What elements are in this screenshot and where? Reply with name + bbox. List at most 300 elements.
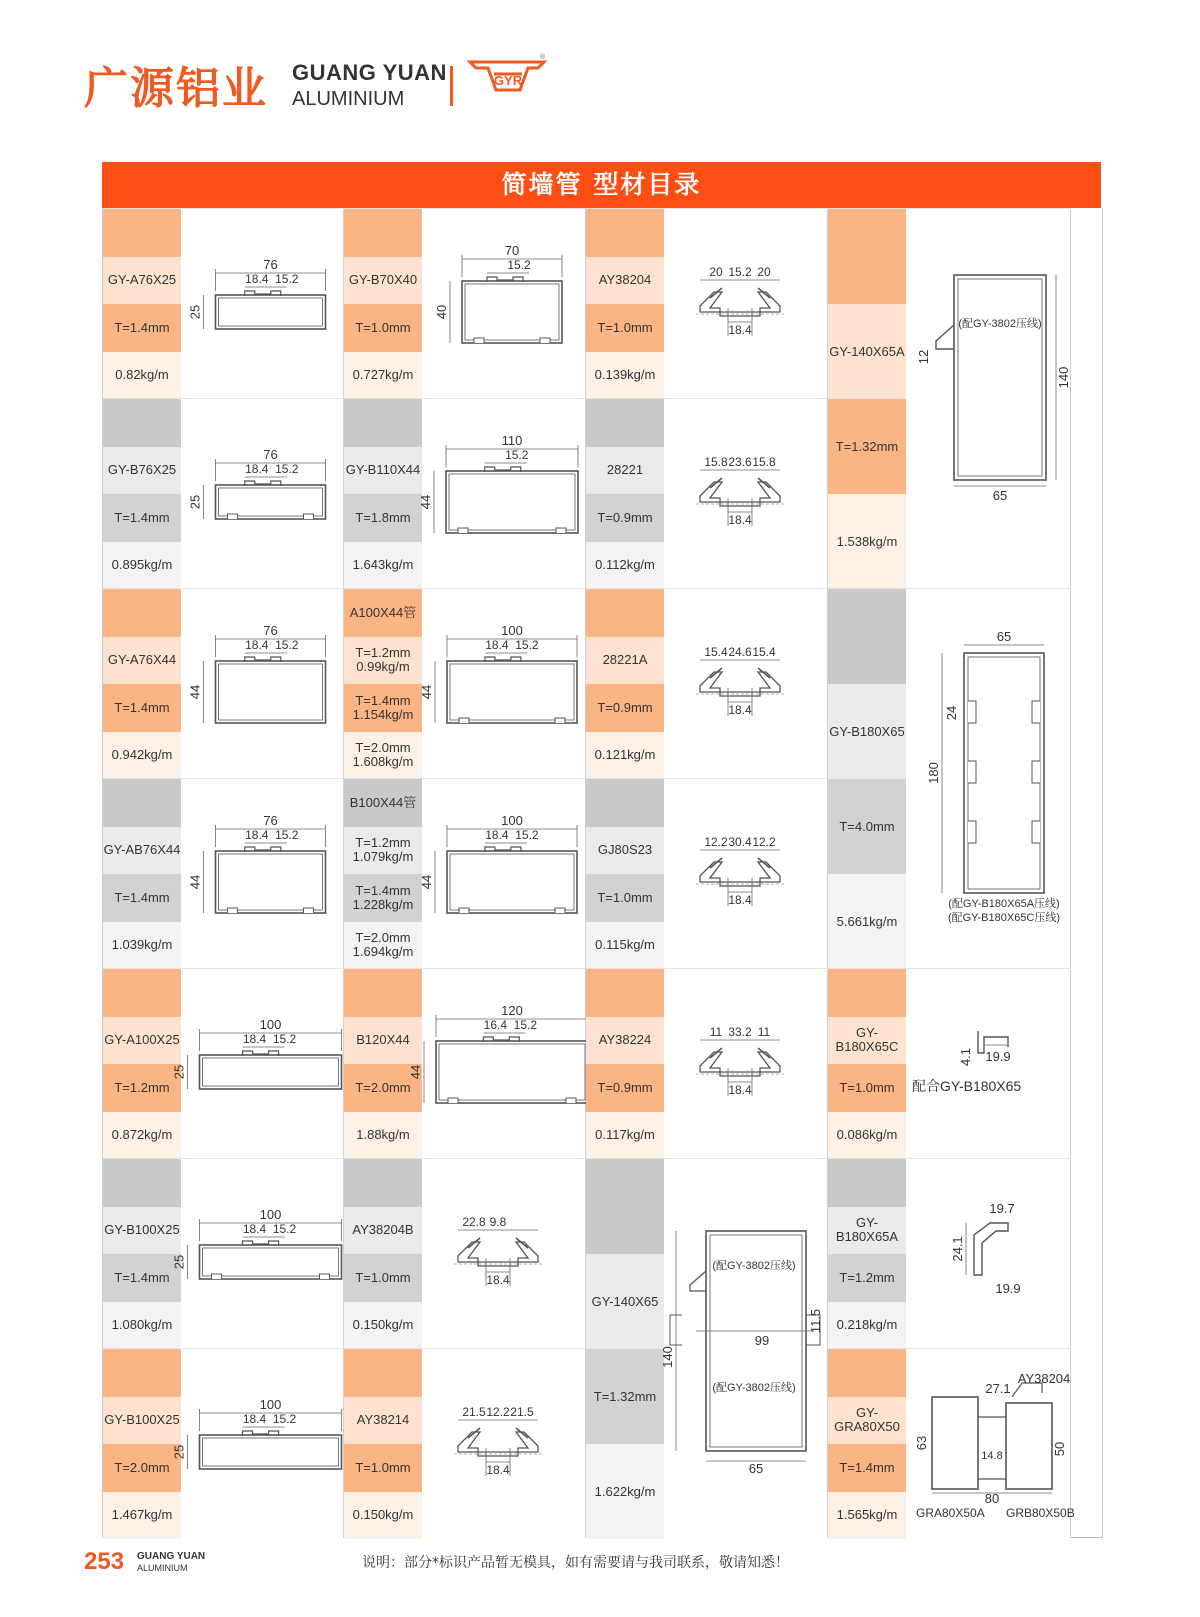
profile-weight bbox=[344, 1112, 422, 1160]
logo-text: GYR bbox=[493, 73, 523, 88]
profile-series-band bbox=[586, 589, 664, 637]
profile-drawing bbox=[664, 399, 828, 589]
profile-thickness-text: T=0.9mm bbox=[597, 699, 653, 715]
profile-thickness-text: T=1.0mm bbox=[355, 1459, 411, 1475]
profile-series-band bbox=[828, 209, 906, 304]
dimension-label: 15.2 bbox=[272, 1032, 297, 1046]
dimension-label: 18.4 bbox=[245, 638, 269, 652]
profile-weight-text: 1.538kg/m bbox=[836, 533, 898, 549]
profile-thickness-text: T=1.4mm bbox=[114, 1269, 170, 1285]
profile-weight bbox=[586, 1444, 664, 1539]
profile-drawing bbox=[906, 1159, 1071, 1349]
dimension-label: 15.2 bbox=[272, 1222, 297, 1236]
dimension-label: 12.2 bbox=[704, 835, 728, 849]
brand-name-en: GUANG YUAN bbox=[292, 60, 447, 85]
dimension-label: 15.2 bbox=[515, 638, 539, 652]
dimension-label: 25 bbox=[187, 304, 203, 320]
profile-weight bbox=[103, 922, 181, 970]
profile-series-band bbox=[103, 1349, 181, 1397]
dimension-label: 19.9 bbox=[995, 1281, 1021, 1296]
footer-brand: GUANG YUAN bbox=[137, 1551, 206, 1562]
profile-code bbox=[344, 1017, 422, 1065]
dimension-label: 20 bbox=[757, 265, 771, 279]
profile-thickness bbox=[103, 1444, 181, 1492]
dimension-label: 44 bbox=[187, 874, 203, 890]
profile-weight bbox=[103, 542, 181, 590]
profile-weight bbox=[103, 1492, 181, 1540]
profile-thickness bbox=[344, 684, 422, 732]
profile-weight-text: 0.150kg/m bbox=[352, 1317, 414, 1333]
profile-weight-text: 0.121kg/m bbox=[594, 747, 656, 763]
profile-code-text: GY-B76X25 bbox=[107, 462, 177, 478]
dimension-label: 25 bbox=[171, 1254, 187, 1270]
dimension-label: 21.5 bbox=[462, 1405, 486, 1419]
profile-card bbox=[828, 968, 1071, 1158]
profile-code bbox=[586, 637, 664, 685]
profile-card bbox=[103, 1348, 344, 1538]
profile-weight bbox=[586, 922, 664, 970]
brand-name-cn: 广源铝业 bbox=[84, 63, 268, 114]
profile-thickness bbox=[586, 1349, 664, 1444]
profile-weight-text: 0.112kg/m bbox=[595, 557, 655, 573]
profile-thickness-text: T=1.4mm bbox=[114, 889, 170, 905]
profile-drawing bbox=[664, 209, 828, 399]
profile-weight bbox=[828, 1492, 906, 1540]
profile-series-band bbox=[344, 779, 422, 827]
profile-thickness bbox=[103, 874, 181, 922]
dimension-label: 12.2 bbox=[486, 1405, 510, 1419]
profile-weight-text: 0.727kg/m bbox=[352, 367, 414, 383]
dimension-label: 44 bbox=[419, 684, 434, 700]
profile-thickness-text: T=1.0mm bbox=[355, 319, 411, 335]
profile-card bbox=[103, 778, 344, 968]
profile-thickness bbox=[828, 1444, 906, 1492]
dimension-label: 18.4 bbox=[486, 1463, 510, 1477]
profile-code bbox=[103, 827, 181, 875]
dimension-label: 44 bbox=[187, 684, 203, 700]
profile-weight bbox=[344, 1302, 422, 1350]
profile-card bbox=[586, 398, 828, 588]
dimension-label: 65 bbox=[992, 488, 1008, 503]
profile-card bbox=[103, 398, 344, 588]
profile-card bbox=[586, 588, 828, 778]
profile-drawing bbox=[664, 969, 828, 1159]
profile-code bbox=[586, 1017, 664, 1065]
profile-thickness bbox=[103, 494, 181, 542]
profile-series-band bbox=[828, 969, 906, 1017]
dimension-label: 15.8 bbox=[704, 455, 728, 469]
profile-card bbox=[828, 588, 1071, 968]
profile-weight bbox=[103, 352, 181, 400]
profile-drawing bbox=[419, 589, 586, 779]
page-header bbox=[0, 0, 1200, 150]
footer-brand-sub: ALUMINIUM bbox=[137, 1563, 188, 1573]
dimension-label: 18.4 bbox=[728, 1083, 752, 1097]
dimension-label: 76 bbox=[263, 623, 278, 638]
profile-thickness bbox=[103, 1064, 181, 1112]
profile-code-text: GY-B180X65C bbox=[835, 1025, 899, 1055]
profile-card bbox=[344, 1158, 586, 1348]
profile-card bbox=[344, 1348, 586, 1538]
profile-thickness bbox=[586, 1064, 664, 1112]
profile-code bbox=[586, 827, 664, 875]
dimension-label: 4.1 bbox=[958, 1047, 973, 1067]
profile-thickness bbox=[344, 1254, 422, 1302]
dimension-label: 140 bbox=[1056, 366, 1071, 389]
dimension-label: 76 bbox=[263, 257, 278, 272]
profile-thickness bbox=[344, 494, 422, 542]
profile-thickness bbox=[344, 874, 422, 922]
profile-weight-text: 1.039kg/m bbox=[111, 937, 173, 953]
profile-card bbox=[828, 1348, 1075, 1538]
profile-drawing bbox=[419, 779, 586, 969]
profile-series-band bbox=[586, 779, 664, 827]
page-footer bbox=[0, 1540, 1200, 1617]
dimension-label: 100 bbox=[501, 623, 523, 638]
dimension-label: 15.2 bbox=[272, 1412, 297, 1426]
profile-drawing bbox=[906, 589, 1071, 969]
dimension-label: 18.4 bbox=[242, 1032, 267, 1046]
dimension-label: (配GY-B180X65A压线) bbox=[948, 898, 1060, 910]
footer-note: 说明：部分*标识产品暂无模具，如有需要请与我司联系，敬请知悉！ bbox=[362, 1555, 789, 1571]
profile-drawing bbox=[664, 779, 828, 969]
dimension-label: 18.4 bbox=[245, 272, 269, 286]
profile-code bbox=[828, 684, 906, 779]
dimension-label: 18.4 bbox=[728, 893, 752, 907]
dimension-label: 15.8 bbox=[752, 455, 776, 469]
dimension-label: 16.4 bbox=[483, 1018, 508, 1032]
profile-thickness bbox=[344, 304, 422, 352]
dimension-label: 80 bbox=[984, 1491, 1000, 1506]
profile-card bbox=[103, 1158, 344, 1348]
profile-code-text: GY-B110X44 bbox=[345, 462, 421, 478]
profile-code bbox=[103, 257, 181, 305]
profile-code-text: GY-AB76X44 bbox=[103, 842, 181, 858]
dimension-label: 180 bbox=[926, 762, 941, 784]
brand-subtitle-en: ALUMINIUM bbox=[292, 88, 405, 110]
profile-code bbox=[344, 1397, 422, 1445]
dimension-label: 25 bbox=[187, 494, 203, 510]
profile-card bbox=[586, 1158, 828, 1538]
profile-code-text: GY-A76X44 bbox=[107, 652, 177, 668]
dimension-label: 33.2 bbox=[728, 1025, 752, 1039]
profile-thickness bbox=[103, 1254, 181, 1302]
profile-weight-text: 0.872kg/m bbox=[111, 1127, 173, 1143]
profile-weight-text: 0.117kg/m bbox=[595, 1127, 655, 1143]
profile-weight-text: 1.643kg/m bbox=[352, 557, 414, 573]
profile-series-band bbox=[344, 209, 422, 257]
profile-weight-text: 1.88kg/m bbox=[356, 1127, 410, 1143]
profile-weight-text: 0.086kg/m bbox=[836, 1127, 898, 1143]
dimension-label: 15.2 bbox=[507, 258, 531, 272]
profile-drawing bbox=[664, 589, 828, 779]
profile-code-text: 28221A bbox=[602, 652, 648, 668]
profile-weight-text: 0.82kg/m bbox=[115, 367, 169, 383]
dimension-label: 100 bbox=[259, 1017, 282, 1032]
dimension-label: GRB80X50B bbox=[1006, 1506, 1075, 1520]
dimension-label: 22.8 bbox=[462, 1215, 486, 1229]
profile-thickness bbox=[586, 684, 664, 732]
profile-thickness-text: T=4.0mm bbox=[839, 818, 895, 834]
profile-drawing bbox=[181, 779, 344, 969]
dimension-label: 15.4 bbox=[704, 645, 728, 659]
dimension-label: (配GY-3802压线) bbox=[712, 1382, 796, 1394]
profile-drawing bbox=[181, 589, 344, 779]
dimension-label: 65 bbox=[996, 629, 1012, 644]
dimension-label: 18.4 bbox=[728, 323, 752, 337]
dimension-label: 11 bbox=[757, 1025, 771, 1039]
profile-weight bbox=[103, 1112, 181, 1160]
profile-card bbox=[103, 588, 344, 778]
profile-card bbox=[344, 208, 586, 398]
profile-card bbox=[344, 968, 586, 1158]
profile-card bbox=[344, 778, 586, 968]
profile-series-band bbox=[103, 969, 181, 1017]
profile-code bbox=[344, 447, 422, 495]
profile-code bbox=[586, 257, 664, 305]
profile-code-text: GY-B100X25 bbox=[104, 1412, 180, 1428]
dimension-label: 14.8 bbox=[981, 1450, 1003, 1462]
profile-thickness-text: T=1.8mm bbox=[355, 509, 411, 525]
dimension-label: 15.2 bbox=[275, 272, 299, 286]
profile-code bbox=[344, 257, 422, 305]
profile-series-band bbox=[103, 589, 181, 637]
profile-weight-text: T=2.0mm 1.608kg/m bbox=[352, 740, 414, 770]
profile-thickness-text: T=0.9mm bbox=[597, 509, 653, 525]
profile-code bbox=[103, 447, 181, 495]
dimension-label: 30.4 bbox=[728, 835, 752, 849]
profile-code-text: GY-A100X25 bbox=[104, 1032, 180, 1048]
dimension-label: 15.2 bbox=[275, 638, 299, 652]
profile-code-text: AY38214 bbox=[356, 1412, 410, 1428]
profile-weight-text: 1.467kg/m bbox=[111, 1507, 173, 1523]
dimension-label: 25 bbox=[171, 1064, 187, 1080]
profile-code bbox=[344, 637, 422, 685]
profile-series-band bbox=[828, 1349, 906, 1397]
profile-weight bbox=[344, 1492, 422, 1540]
profile-drawing bbox=[906, 1349, 1075, 1539]
profile-weight-text: 0.139kg/m bbox=[594, 367, 656, 383]
profile-weight bbox=[103, 1302, 181, 1350]
dimension-label: 18.4 bbox=[728, 513, 752, 527]
dimension-label: 24 bbox=[944, 705, 959, 721]
profile-series-band-text: A100X44管 bbox=[349, 604, 417, 620]
profile-thickness bbox=[586, 494, 664, 542]
dimension-label: 11 bbox=[709, 1025, 723, 1039]
profile-code bbox=[103, 1207, 181, 1255]
profile-drawing bbox=[906, 969, 1071, 1159]
catalog-banner: 简墙管 型材目录 bbox=[102, 162, 1101, 208]
profile-thickness bbox=[828, 779, 906, 874]
dimension-label: 18.4 bbox=[486, 1273, 510, 1287]
profile-code-text: GY-A76X25 bbox=[107, 272, 177, 288]
profile-card bbox=[828, 208, 1071, 588]
page-number: 253 bbox=[84, 1548, 125, 1575]
profile-thickness-text: T=2.0mm bbox=[114, 1459, 170, 1475]
profile-series-band bbox=[103, 779, 181, 827]
profile-code bbox=[103, 1017, 181, 1065]
dimension-label: 23.6 bbox=[728, 455, 752, 469]
profile-thickness bbox=[828, 1254, 906, 1302]
profile-weight bbox=[586, 732, 664, 780]
profile-card bbox=[103, 968, 344, 1158]
dimension-label: 27.1 bbox=[985, 1381, 1011, 1396]
dimension-label: 15.2 bbox=[275, 462, 299, 476]
profile-thickness bbox=[828, 1064, 906, 1112]
dimension-label: 76 bbox=[263, 813, 278, 828]
dimension-label: 100 bbox=[259, 1207, 282, 1222]
profile-thickness bbox=[586, 874, 664, 922]
dimension-label: 15.2 bbox=[728, 265, 752, 279]
profile-drawing bbox=[422, 209, 586, 399]
profile-code bbox=[103, 637, 181, 685]
dimension-label: 44 bbox=[419, 874, 434, 890]
profile-code-text: AY38204B bbox=[352, 1222, 414, 1238]
profile-code bbox=[103, 1397, 181, 1445]
profile-drawing bbox=[422, 1349, 586, 1539]
profile-thickness bbox=[828, 399, 906, 494]
profile-weight bbox=[586, 1112, 664, 1160]
profile-thickness-text: T=1.0mm bbox=[839, 1079, 895, 1095]
dimension-label: 25 bbox=[171, 1444, 187, 1460]
profile-series-band-text: B100X44管 bbox=[349, 794, 417, 810]
dimension-label: 44 bbox=[418, 494, 433, 510]
dimension-label: 15.4 bbox=[752, 645, 776, 659]
profile-thickness-text: T=1.32mm bbox=[593, 1388, 657, 1404]
profile-thickness-text: T=1.0mm bbox=[597, 319, 653, 335]
profile-thickness-text: T=1.4mm bbox=[114, 319, 170, 335]
profile-drawing bbox=[181, 209, 344, 399]
profile-code-text: GY-B100X25 bbox=[104, 1222, 180, 1238]
profile-code bbox=[828, 1207, 906, 1255]
profile-drawing bbox=[171, 1349, 344, 1539]
profile-code-text: B120X44 bbox=[356, 1032, 410, 1048]
profile-drawing bbox=[418, 399, 586, 589]
profile-drawing bbox=[422, 1159, 586, 1349]
profile-code bbox=[344, 827, 422, 875]
profile-code-text: GY-140X65 bbox=[591, 1293, 659, 1309]
profile-code-text: 28221 bbox=[606, 462, 644, 478]
profile-code bbox=[828, 1397, 906, 1445]
profile-thickness-text: T=1.32mm bbox=[835, 438, 899, 454]
profile-series-band bbox=[344, 969, 422, 1017]
dimension-label: 15.2 bbox=[275, 828, 299, 842]
profile-thickness-text: T=1.4mm 1.228kg/m bbox=[352, 882, 414, 912]
dimension-label: 18.4 bbox=[485, 638, 509, 652]
dimension-label: 24.6 bbox=[728, 645, 752, 659]
profile-weight bbox=[828, 1302, 906, 1350]
dimension-label: 140 bbox=[660, 1346, 675, 1368]
dimension-label: 70 bbox=[504, 243, 520, 258]
profile-weight bbox=[828, 874, 906, 969]
profile-code-text: GY-B180X65A bbox=[835, 1215, 899, 1245]
dimension-label: 19.7 bbox=[989, 1201, 1015, 1216]
profile-thickness bbox=[344, 1444, 422, 1492]
profile-series-band bbox=[586, 209, 664, 257]
profile-card bbox=[344, 588, 586, 778]
profile-drawing bbox=[408, 969, 586, 1159]
profile-code bbox=[586, 447, 664, 495]
profile-thickness-text: T=1.0mm bbox=[355, 1269, 411, 1285]
profile-code-text: T=1.2mm 1.079kg/m bbox=[352, 835, 414, 865]
brand-divider bbox=[450, 66, 453, 106]
profile-drawing bbox=[171, 1159, 344, 1349]
dimension-label: 配合GY-B180X65 bbox=[912, 1078, 1022, 1094]
profile-weight bbox=[344, 922, 422, 970]
profile-card bbox=[586, 778, 828, 968]
dimension-label: 110 bbox=[501, 433, 523, 448]
profile-series-band bbox=[103, 209, 181, 257]
profile-code-text: GJ80S23 bbox=[597, 842, 653, 858]
profile-thickness-text: T=1.4mm 1.154kg/m bbox=[352, 692, 414, 722]
profile-series-band bbox=[103, 399, 181, 447]
profile-card bbox=[103, 208, 344, 398]
profile-series-band bbox=[344, 1159, 422, 1207]
dimension-label: 18.4 bbox=[242, 1222, 267, 1236]
profile-weight-text: 1.565kg/m bbox=[836, 1507, 898, 1523]
profile-weight-text: 0.895kg/m bbox=[111, 557, 173, 573]
profile-thickness-text: T=1.2mm bbox=[114, 1079, 170, 1095]
profile-card bbox=[586, 968, 828, 1158]
dimension-label: 24.1 bbox=[950, 1236, 965, 1262]
dimension-label: 18.4 bbox=[245, 828, 269, 842]
profile-thickness-text: T=0.9mm bbox=[597, 1079, 653, 1095]
dimension-label: (配GY-3802压线) bbox=[958, 318, 1042, 330]
profile-drawing bbox=[906, 209, 1071, 589]
dimension-label: 100 bbox=[501, 813, 523, 828]
dimension-label: 18.4 bbox=[728, 703, 752, 717]
profile-series-band bbox=[344, 1349, 422, 1397]
profile-code-text: AY38224 bbox=[598, 1032, 652, 1048]
dimension-label: 99 bbox=[754, 1333, 770, 1348]
profile-thickness-text: T=1.4mm bbox=[839, 1459, 895, 1475]
profile-weight bbox=[344, 732, 422, 780]
svg-text:®: ® bbox=[540, 54, 546, 61]
dimension-label: (配GY-B180X65C压线) bbox=[947, 912, 1061, 924]
dimension-label: 120 bbox=[501, 1003, 523, 1018]
profile-weight bbox=[586, 542, 664, 590]
profile-card bbox=[586, 208, 828, 398]
profile-code-text: GY-GRA80X50 bbox=[834, 1405, 900, 1435]
profile-card bbox=[828, 1158, 1071, 1348]
profile-weight-text: 0.218kg/m bbox=[836, 1317, 898, 1333]
profile-series-band bbox=[586, 969, 664, 1017]
dimension-label: 50 bbox=[1052, 1441, 1067, 1457]
dimension-label: 11.5 bbox=[808, 1308, 823, 1334]
profile-drawing bbox=[660, 1159, 828, 1539]
dimension-label: 9.8 bbox=[489, 1215, 507, 1229]
profile-series-band bbox=[586, 1159, 664, 1254]
dimension-label: 100 bbox=[259, 1397, 282, 1412]
dimension-label: 18.4 bbox=[485, 828, 509, 842]
profile-weight-text: 1.622kg/m bbox=[594, 1483, 656, 1499]
profile-drawing bbox=[171, 969, 344, 1159]
profile-code-text: GY-140X65A bbox=[829, 343, 905, 359]
profile-thickness-text: T=1.2mm bbox=[839, 1269, 895, 1285]
dimension-label: 20 bbox=[709, 265, 723, 279]
profile-drawing bbox=[181, 399, 344, 589]
profile-weight bbox=[586, 352, 664, 400]
profile-weight bbox=[344, 542, 422, 590]
profile-weight-text: 0.150kg/m bbox=[352, 1507, 414, 1523]
profile-thickness bbox=[586, 304, 664, 352]
profile-code bbox=[828, 1017, 906, 1065]
profile-code bbox=[344, 1207, 422, 1255]
dimension-label: GRA80X50A bbox=[916, 1506, 985, 1520]
catalog-grid bbox=[102, 208, 1103, 1538]
profile-code bbox=[586, 1254, 664, 1349]
dimension-label: 44 bbox=[408, 1064, 423, 1080]
